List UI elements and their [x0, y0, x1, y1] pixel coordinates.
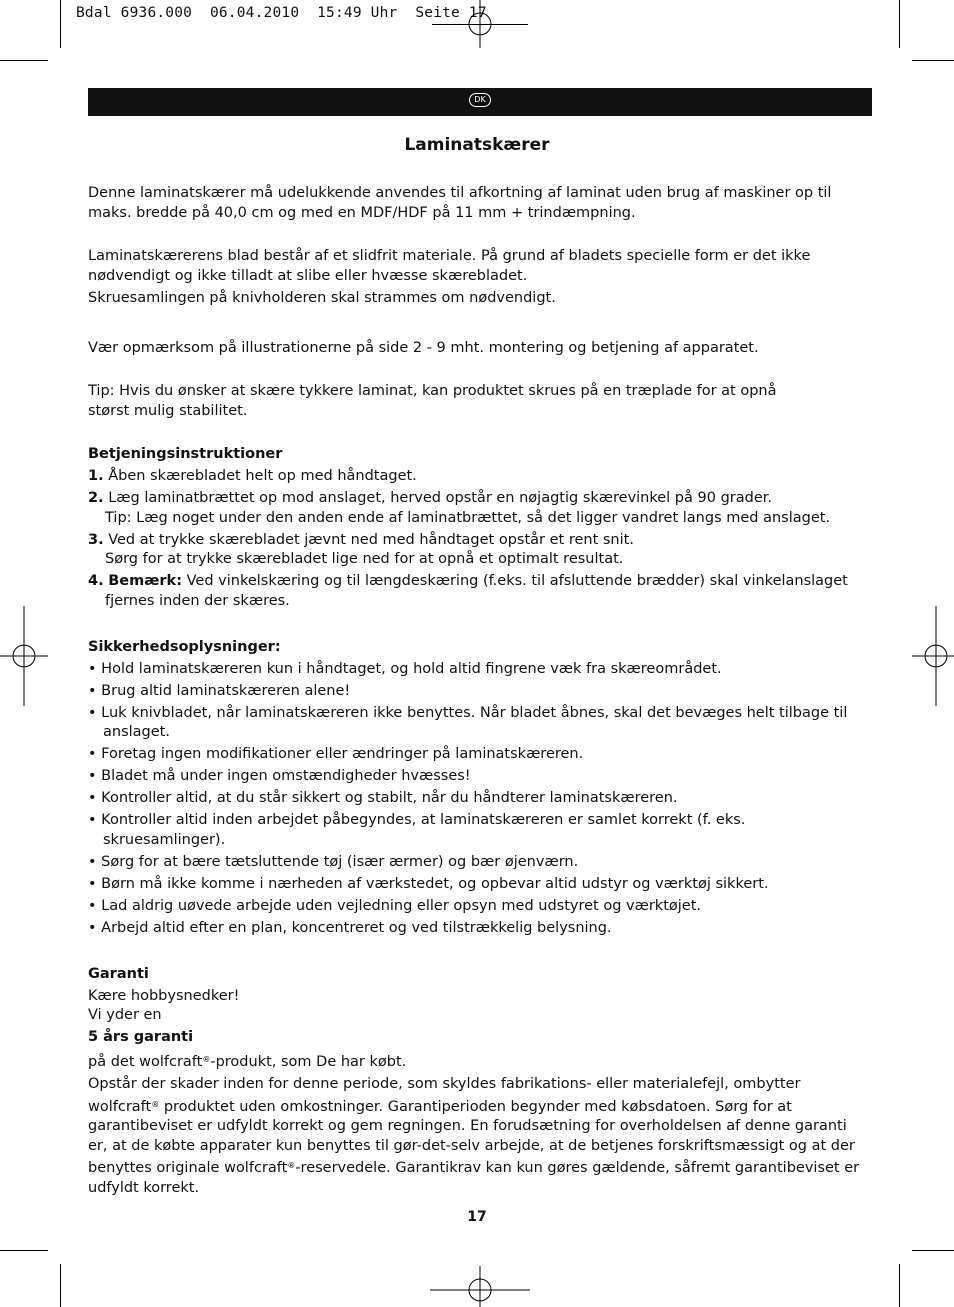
- bullet-icon: •: [88, 853, 97, 870]
- warranty-product-line: [88, 1050, 868, 1073]
- safety-item: [88, 660, 868, 680]
- crop-mark: [912, 1250, 954, 1251]
- safety-item-text: Foretag ingen modifikationer eller ændringer på laminatskæreren.: [101, 746, 584, 762]
- bullet-icon: •: [88, 746, 97, 762]
- step-tip: Tip: Læg noget under den anden ende af laminatbrættet, så det ligger vandret langs med anslaget.: [105, 509, 831, 526]
- safety-item: [88, 745, 868, 765]
- registration-mark-icon: [912, 606, 954, 706]
- safety-item-text: Kontroller altid inden arbejdet påbegyndes, at laminatskæreren er samlet korrekt (f. eks. skruesamlinger).: [101, 812, 746, 848]
- intro-paragraph: Laminatskærerens blad består af et slidfrit materiale. På grund af bladets specielle form er det ikke nødvendigt og ikke tilladt at slibe eller hvæsse skærebladet.: [88, 248, 811, 284]
- tip-paragraph: Tip: Hvis du ønsker at skære tykkere laminat, kan produktet skrues på en træplade for at opnå størst mulig stabilitet.: [88, 383, 777, 419]
- bullet-icon: •: [88, 660, 97, 677]
- safety-item-text: Arbejd altid efter en plan, koncentreret og ved tilstrækkelig belysning.: [101, 919, 612, 936]
- warranty-text: på det wolfcraft: [88, 1054, 203, 1070]
- intro-paragraph: Denne laminatskærer må udelukkende anvendes til afkortning af laminat uden brug af maskiner op til maks. bredde på 40,0 cm og med en MDF/HDF på 11 mm + trindæmpning.: [88, 185, 832, 221]
- operation-step: [88, 467, 868, 487]
- intro-paragraph: Skruesamlingen på knivholderen skal strammes om nødvendigt.: [88, 290, 556, 306]
- crop-mark: [0, 60, 48, 61]
- bullet-icon: •: [88, 682, 97, 699]
- safety-item: [88, 682, 868, 702]
- warranty-body: [88, 1075, 868, 1198]
- crop-mark: [912, 60, 954, 61]
- operation-steps: [88, 467, 868, 611]
- crop-mark: [899, 0, 900, 48]
- registration-mark-icon: [430, 1266, 530, 1307]
- intro-paragraph: Vær opmærksom på illustrationerne på side 2 - 9 mht. montering og betjening af apparatet.: [88, 339, 759, 356]
- safety-item: [88, 875, 868, 895]
- page-number: 17: [467, 1209, 487, 1225]
- crop-mark: [899, 1264, 900, 1307]
- step-number: 4.: [88, 573, 104, 589]
- step-number: 2.: [88, 490, 104, 506]
- bullet-icon: •: [88, 919, 97, 936]
- warranty-years: 5 års garanti: [88, 1029, 194, 1045]
- step-number: 1.: [88, 468, 104, 484]
- crop-mark: [60, 1264, 61, 1307]
- safety-item: [88, 789, 868, 809]
- safety-item: [88, 767, 868, 787]
- warranty-greeting: Kære hobbysnedker!: [88, 987, 240, 1004]
- safety-item: [88, 853, 868, 873]
- document-body: [88, 184, 868, 1198]
- bullet-icon: •: [88, 768, 97, 784]
- step-number: 3.: [88, 531, 104, 548]
- bullet-icon: •: [88, 812, 97, 828]
- safety-heading: Sikkerhedsoplysninger:: [88, 638, 281, 655]
- safety-item-text: Lad aldrig uøvede arbejde uden vejledning eller opsyn med udstyret og værktøjet.: [101, 897, 701, 914]
- safety-list: [88, 660, 868, 939]
- bullet-icon: •: [88, 875, 97, 892]
- language-badge: DK: [469, 93, 491, 107]
- safety-item-text: Hold laminatskæreren kun i håndtaget, og hold altid fingrene væk fra skæreområdet.: [101, 660, 722, 677]
- registered-mark: ®: [151, 1099, 160, 1109]
- operation-step: [88, 531, 868, 570]
- safety-item: [88, 897, 868, 917]
- safety-item-text: Brug altid laminatskæreren alene!: [101, 682, 351, 699]
- safety-item-text: Luk knivbladet, når laminatskæreren ikke benyttes. Når bladet åbnes, skal det bevæges helt tilbage til anslaget.: [101, 704, 848, 740]
- step-text: Åben skærebladet helt op med håndtaget.: [108, 468, 417, 484]
- step-text: Ved vinkelskæring og til længdeskæring (f.eks. til afsluttende brædder) skal vinkelanslaget fjernes inden der skæres.: [105, 573, 848, 609]
- crop-mark: [0, 1250, 48, 1251]
- safety-item-text: Børn må ikke komme i nærheden af værkstedet, og opbevar altid udstyr og værktøj sikkert.: [101, 875, 769, 892]
- print-slug-line: Bdal 6936.000 06.04.2010 15:49 Uhr Seite 17: [76, 5, 487, 21]
- step-text: Sørg for at trykke skærebladet lige ned for at opnå et optimalt resultat.: [105, 551, 624, 567]
- step-text: Ved at trykke skærebladet jævnt ned med håndtaget opstår et rent snit.: [108, 531, 634, 548]
- warranty-heading: Garanti: [88, 965, 149, 982]
- warranty-text: -reservedele. Garantikrav kan kun gøres gældende, såfremt garantibeviset er udfyldt korrekt.: [88, 1160, 860, 1196]
- bullet-icon: •: [88, 790, 97, 806]
- registered-mark: ®: [202, 1055, 211, 1064]
- warranty-text: Opstår der skader inden for denne periode, som skyldes fabrikations- eller materialefejl, ombytter wolfcraft: [88, 1076, 801, 1115]
- step-note-label: Bemærk:: [108, 573, 183, 589]
- operation-heading: Betjeningsinstruktioner: [88, 446, 283, 462]
- safety-item-text: Kontroller altid, at du står sikkert og stabilt, når du håndterer laminatskæreren.: [101, 790, 678, 806]
- safety-item-text: Bladet må under ingen omstændigheder hvæsses!: [101, 768, 471, 784]
- registered-mark: ®: [287, 1161, 296, 1170]
- registration-mark-icon: [0, 606, 48, 706]
- operation-step: [88, 572, 868, 611]
- registration-mark-icon: [430, 0, 530, 48]
- safety-item: [88, 704, 868, 743]
- step-text: Læg laminatbrættet op mod anslaget, herved opstår en nøjagtig skærevinkel på 90 grader.: [108, 490, 772, 506]
- warranty-line: Vi yder en: [88, 1007, 162, 1023]
- warranty-text: -produkt, som De har købt.: [210, 1054, 407, 1070]
- crop-mark: [60, 0, 61, 48]
- bullet-icon: •: [88, 897, 97, 914]
- page-title: Laminatskærer: [404, 135, 550, 155]
- safety-item-text: Sørg for at bære tætsluttende tøj (især ærmer) og bær øjenværn.: [101, 853, 579, 870]
- bullet-icon: •: [88, 704, 97, 721]
- operation-step: [88, 489, 868, 528]
- safety-item: [88, 919, 868, 939]
- safety-item: [88, 811, 868, 850]
- warranty-text: produktet uden omkostninger. Garantiperioden begynder med købsdatoen. Sørg for at garantibeviset er udfyldt korrekt og gem regningen. En forudsætning for overholdelsen af denne garanti er, at de købte apparater kun benyttes til gør-det-selv arbejde, at de betjenes forskriftsmæssigt og at der benyttes originale wolfcraft: [88, 1098, 855, 1176]
